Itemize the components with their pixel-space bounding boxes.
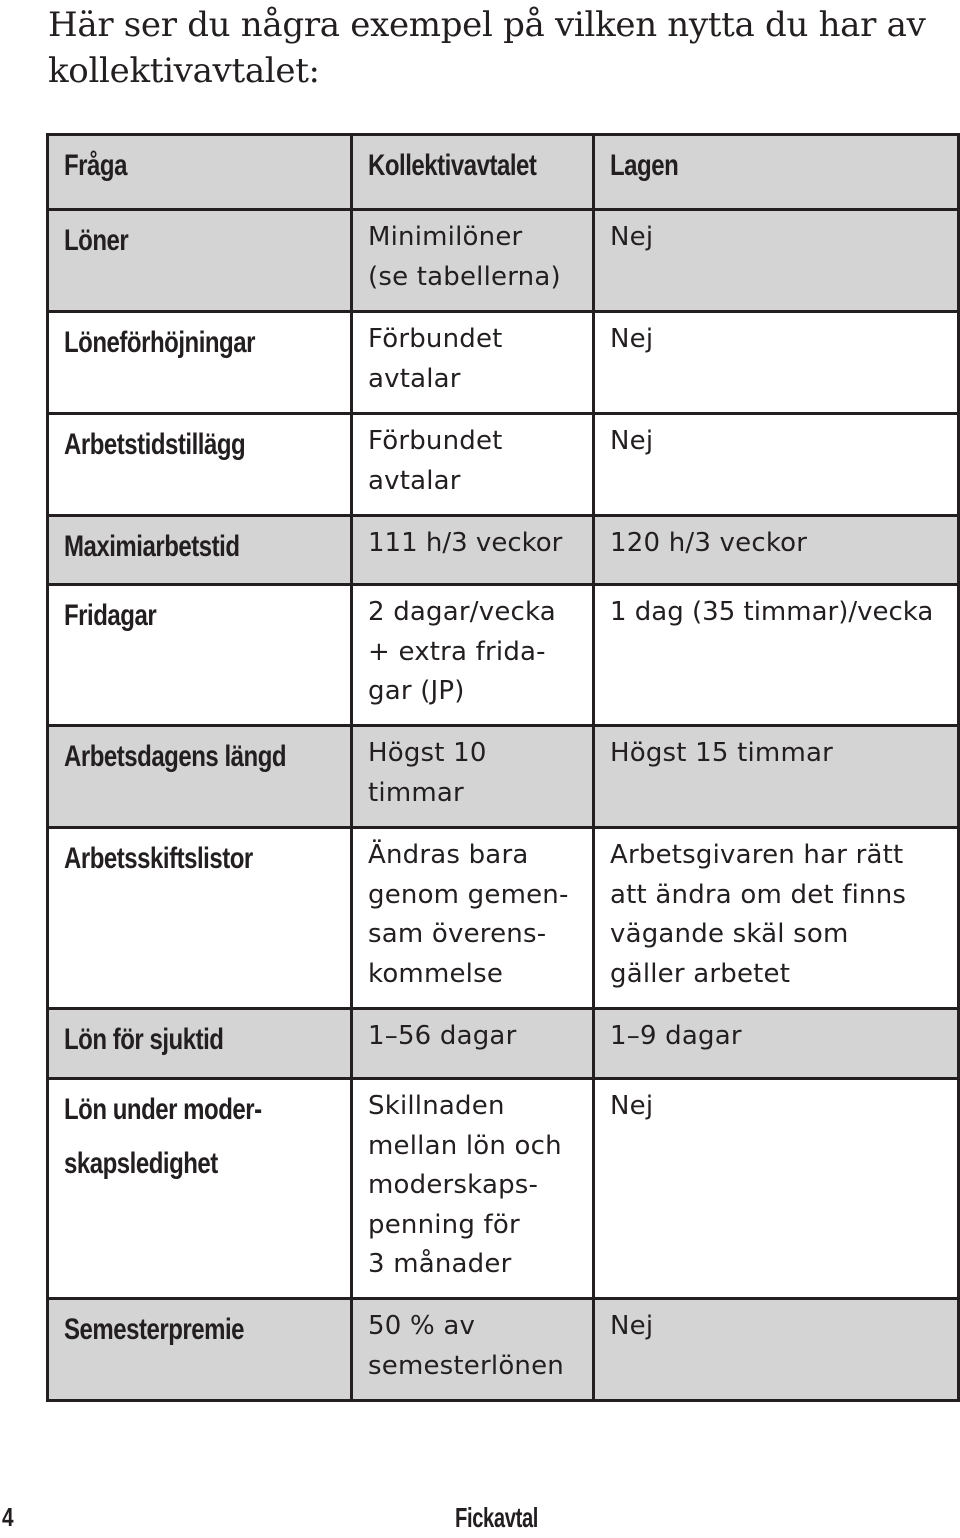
agreement-cell (352, 414, 594, 516)
agreement-value: Förbundet avtalar (368, 324, 503, 394)
table-row (48, 1079, 959, 1299)
question-label: Lön under moder- skapsledighet (64, 1093, 262, 1180)
law-cell (594, 828, 959, 1009)
table-row (48, 414, 959, 516)
law-cell (594, 516, 959, 585)
agreement-value: Skillnaden mellan lön och moderskaps- penning för 3 månader (368, 1091, 562, 1279)
agreement-value: 111 h/3 veckor (368, 528, 563, 558)
question-cell (48, 1299, 352, 1401)
agreement-cell (352, 1299, 594, 1401)
question-label: Lön för sjuktid (64, 1023, 224, 1056)
agreement-cell (352, 828, 594, 1009)
agreement-cell (352, 312, 594, 414)
footer-title: Fickavtal (455, 1502, 539, 1533)
question-cell (48, 585, 352, 726)
table-row (48, 1009, 959, 1079)
question-cell (48, 1079, 352, 1299)
table-row (48, 1299, 959, 1401)
question-cell (48, 312, 352, 414)
page-number: 4 (2, 1502, 14, 1532)
question-label: Arbetsdagens längd (64, 740, 287, 773)
law-cell (594, 585, 959, 726)
table-row (48, 585, 959, 726)
law-value: Nej (610, 222, 654, 252)
question-label: Löner (64, 224, 129, 257)
law-value: Nej (610, 1091, 654, 1121)
agreement-value: 1–56 dagar (368, 1021, 517, 1051)
agreement-cell (352, 210, 594, 312)
comparison-table (46, 133, 960, 1402)
table-header-row (48, 135, 959, 210)
law-value: 120 h/3 veckor (610, 528, 808, 558)
agreement-value: Förbundet avtalar (368, 426, 503, 496)
header-agreement (352, 135, 594, 210)
question-label: Arbetsskiftslistor (64, 842, 253, 875)
agreement-value: Högst 10 timmar (368, 738, 487, 808)
header-law (594, 135, 959, 210)
law-cell (594, 1299, 959, 1401)
header-agreement-label: Kollektivavtalet (368, 149, 537, 182)
table-row (48, 210, 959, 312)
law-value: 1 dag (35 timmar)/vecka (610, 597, 934, 627)
table-row (48, 828, 959, 1009)
question-cell (48, 516, 352, 585)
law-value: Nej (610, 426, 654, 456)
question-label: Semesterpremie (64, 1313, 245, 1346)
agreement-cell (352, 726, 594, 828)
law-cell (594, 210, 959, 312)
law-value: Nej (610, 324, 654, 354)
law-cell (594, 1009, 959, 1079)
agreement-cell (352, 585, 594, 726)
law-cell (594, 414, 959, 516)
law-value: 1–9 dagar (610, 1021, 742, 1051)
agreement-cell (352, 516, 594, 585)
agreement-value: Ändras bara genom gemen- sam överens- kommelse (368, 840, 569, 989)
question-label: Löneförhöjningar (64, 326, 255, 359)
question-cell (48, 1009, 352, 1079)
law-value: Högst 15 timmar (610, 738, 834, 768)
agreement-value: 50 % av semesterlönen (368, 1311, 564, 1381)
law-value: Nej (610, 1311, 654, 1341)
law-cell (594, 726, 959, 828)
agreement-cell (352, 1079, 594, 1299)
question-label: Arbetstidstillägg (64, 428, 246, 461)
law-cell (594, 1079, 959, 1299)
question-cell (48, 414, 352, 516)
question-cell (48, 828, 352, 1009)
table-row (48, 312, 959, 414)
agreement-value: 2 dagar/vecka + extra frida- gar (JP) (368, 597, 556, 706)
table-row (48, 726, 959, 828)
header-law-label: Lagen (610, 149, 679, 182)
question-label: Fridagar (64, 599, 157, 632)
question-label: Maximiarbetstid (64, 530, 240, 563)
law-value: Arbetsgivaren har rätt att ändra om det finns vägande skäl som gäller arbetet (610, 840, 907, 989)
header-question-label: Fråga (64, 149, 127, 182)
header-question (48, 135, 352, 210)
question-cell (48, 210, 352, 312)
agreement-value: Minimilöner (se tabellerna) (368, 222, 561, 292)
agreement-cell (352, 1009, 594, 1079)
law-cell (594, 312, 959, 414)
question-cell (48, 726, 352, 828)
table-row (48, 516, 959, 585)
intro-text: Här ser du några exempel på vilken nytta du har av kollektivavtalet: (48, 5, 926, 91)
